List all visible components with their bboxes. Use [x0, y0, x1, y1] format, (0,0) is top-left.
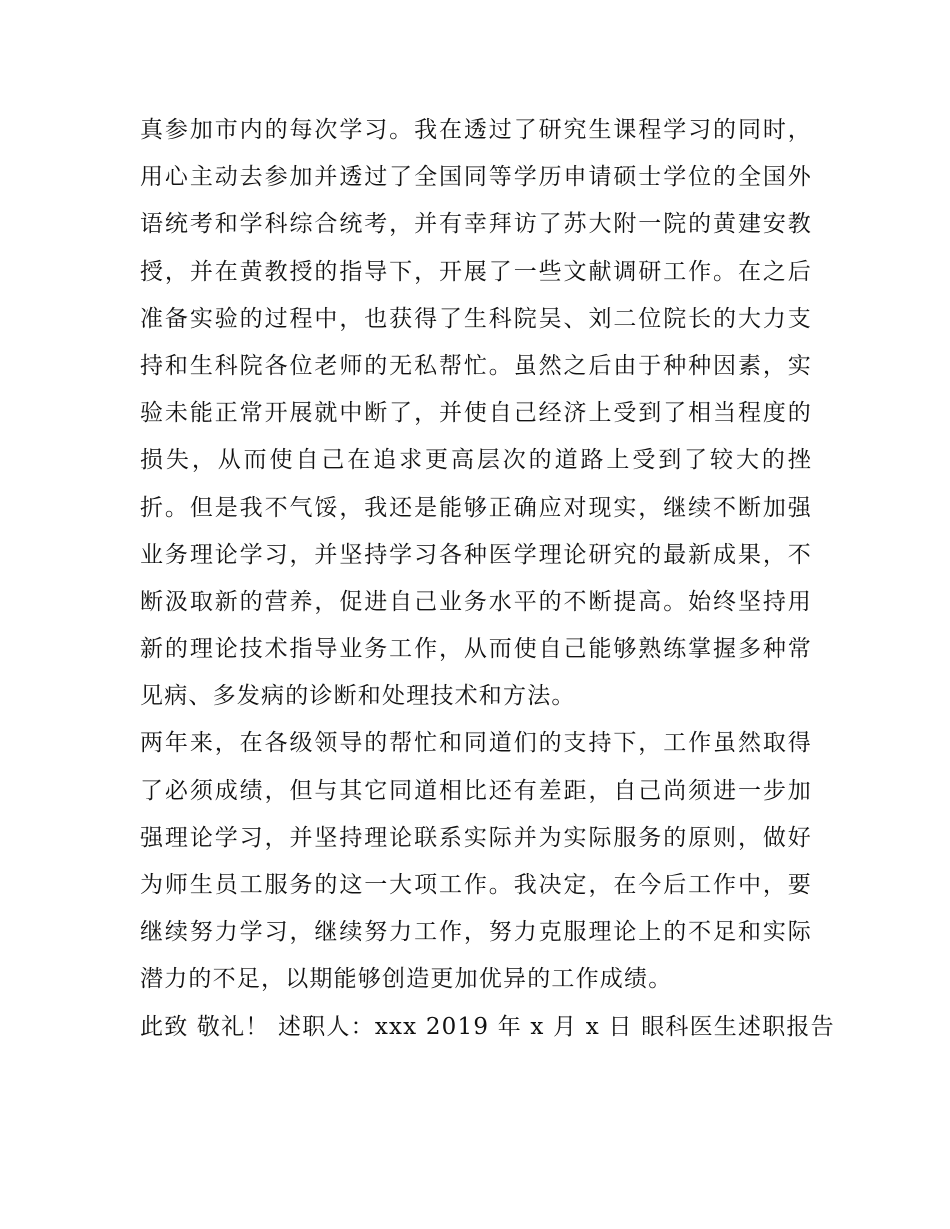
text-line: 语统考和学科综合统考，并有幸拜访了苏大附一院的黄建安教 [140, 211, 812, 238]
text-line: 用心主动去参加并透过了全国同等学历申请硕士学位的全国外 [140, 164, 812, 191]
text-line: 潜力的不足，以期能够创造更加优异的工作成绩。 [140, 966, 673, 993]
text-line: 断汲取新的营养，促进自己业务水平的不断提高。始终坚持用 [140, 588, 812, 615]
text-line: 两年来，在各级领导的帮忙和同道们的支持下，工作虽然取得 [140, 730, 812, 757]
text-line: 持和生科院各位老师的无私帮忙。虽然之后由于种种因素，实 [140, 352, 812, 379]
closing-line: 此致 敬礼！ 述职人：xxx 2019 年 x 月 x 日 眼科医生述职报告 [140, 1013, 835, 1040]
text-line: 新的理论技术指导业务工作，从而使自己能够熟练掌握多种常 [140, 636, 812, 663]
text-line: 准备实验的过程中，也获得了生科院吴、刘二位院长的大力支 [140, 305, 812, 332]
text-line: 验未能正常开展就中断了，并使自己经济上受到了相当程度的 [140, 400, 812, 427]
text-line: 业务理论学习，并坚持学习各种医学理论研究的最新成果，不 [140, 541, 812, 568]
text-line: 继续努力学习，继续努力工作，努力克服理论上的不足和实际 [140, 919, 812, 946]
paragraph-2 [140, 720, 812, 1003]
text-line: 强理论学习，并坚持理论联系实际并为实际服务的原则，做好 [140, 824, 812, 851]
text-line: 了必须成绩，但与其它同道相比还有差距，自己尚须进一步加 [140, 777, 812, 804]
document-body [140, 107, 835, 1051]
text-line: 损失，从而使自己在追求更高层次的道路上受到了较大的挫 [140, 447, 812, 474]
paragraph-1 [140, 107, 812, 720]
text-line: 为师生员工服务的这一大项工作。我决定，在今后工作中，要 [140, 872, 812, 898]
text-line: 折。但是我不气馁，我还是能够正确应对现实，继续不断加强 [140, 494, 812, 521]
text-line: 真参加市内的每次学习。我在透过了研究生课程学习的同时， [140, 117, 812, 143]
text-line: 授，并在黄教授的指导下，开展了一些文献调研工作。在之后 [140, 258, 812, 285]
text-line: 见病、多发病的诊断和处理技术和方法。 [140, 683, 576, 710]
